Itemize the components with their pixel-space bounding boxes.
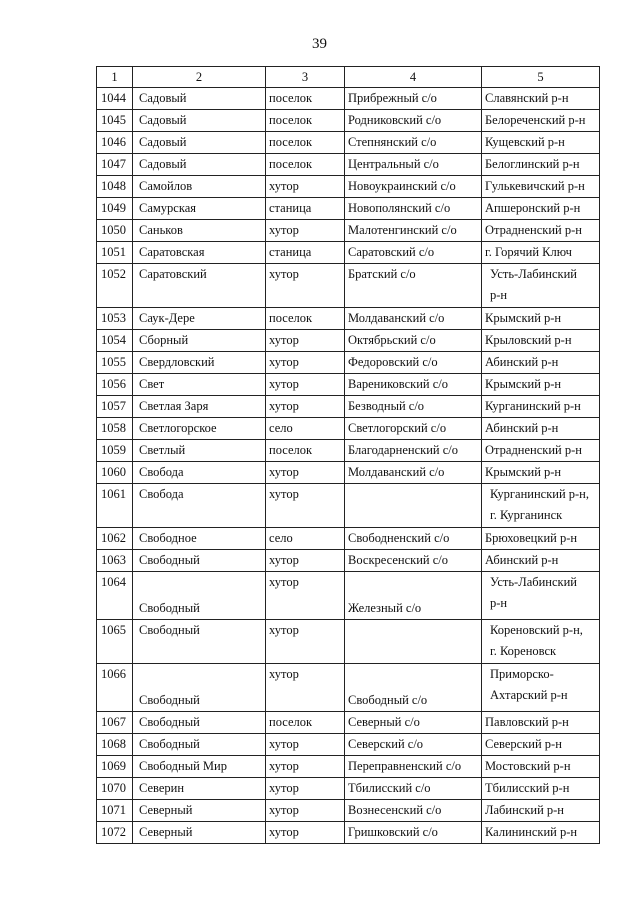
settlement-type: хутор (266, 620, 345, 664)
row-number: 1054 (97, 330, 133, 352)
district: Брюховецкий р-н (482, 528, 600, 550)
row-number: 1046 (97, 132, 133, 154)
row-number: 1048 (97, 176, 133, 198)
settlement-name: Свободный (133, 550, 266, 572)
district (482, 620, 600, 664)
settlement-name: Свет (133, 374, 266, 396)
rural-council: Малотенгинский с/о (345, 220, 482, 242)
table-row (97, 176, 600, 198)
settlement-type: хутор (266, 176, 345, 198)
row-number: 1059 (97, 440, 133, 462)
rural-council: Железный с/о (345, 572, 482, 620)
header-col-5: 5 (482, 67, 600, 88)
settlement-type: хутор (266, 800, 345, 822)
row-number: 1063 (97, 550, 133, 572)
settlement-type: село (266, 418, 345, 440)
rural-council: Новоукраинский с/о (345, 176, 482, 198)
settlement-type: хутор (266, 396, 345, 418)
table-row (97, 88, 600, 110)
district: Крымский р-н (482, 308, 600, 330)
rural-council: Центральный с/о (345, 154, 482, 176)
rural-council: Молдаванский с/о (345, 308, 482, 330)
settlement-name: Садовый (133, 132, 266, 154)
settlement-name: Саратовский (133, 264, 266, 308)
row-number: 1064 (97, 572, 133, 620)
district-line-2: г. Кореновск (490, 644, 557, 658)
district-line-2: р-н (490, 596, 508, 610)
settlement-name: Свобода (133, 484, 266, 528)
district: Мостовский р-н (482, 756, 600, 778)
rural-council: Саратовский с/о (345, 242, 482, 264)
district-line-1: Усть-Лабинский (490, 267, 577, 281)
district: Апшеронский р-н (482, 198, 600, 220)
rural-council: Новополянский с/о (345, 198, 482, 220)
row-number: 1055 (97, 352, 133, 374)
rural-council: Федоровский с/о (345, 352, 482, 374)
row-number: 1058 (97, 418, 133, 440)
table-row (97, 418, 600, 440)
row-number: 1050 (97, 220, 133, 242)
district: Белоглинский р-н (482, 154, 600, 176)
district (482, 484, 600, 528)
settlement-name: Свободный (133, 620, 266, 664)
settlement-type: хутор (266, 756, 345, 778)
table-row (97, 110, 600, 132)
district: Гулькевичский р-н (482, 176, 600, 198)
district (482, 572, 600, 620)
district: г. Горячий Ключ (482, 242, 600, 264)
rural-council: Вознесенский с/о (345, 800, 482, 822)
district (482, 664, 600, 712)
rural-council: Тбилисский с/о (345, 778, 482, 800)
settlement-type: хутор (266, 330, 345, 352)
rural-council (345, 620, 482, 664)
rural-council: Прибрежный с/о (345, 88, 482, 110)
rural-council: Свободненский с/о (345, 528, 482, 550)
district: Лабинский р-н (482, 800, 600, 822)
settlement-name: Сборный (133, 330, 266, 352)
settlement-name: Свобода (133, 462, 266, 484)
settlement-type: станица (266, 242, 345, 264)
row-number: 1060 (97, 462, 133, 484)
rural-council: Переправненский с/о (345, 756, 482, 778)
district-line-1: Курганинский р-н, (490, 487, 589, 501)
settlement-name: Свердловский (133, 352, 266, 374)
table-row (97, 440, 600, 462)
district: Кущевский р-н (482, 132, 600, 154)
district: Крымский р-н (482, 374, 600, 396)
row-number: 1067 (97, 712, 133, 734)
district: Курганинский р-н (482, 396, 600, 418)
settlement-name: Самурская (133, 198, 266, 220)
settlement-name: Свободный (133, 664, 266, 712)
table-row (97, 396, 600, 418)
settlement-name: Садовый (133, 154, 266, 176)
rural-council: Октябрьский с/о (345, 330, 482, 352)
settlements-table (96, 66, 600, 844)
district: Северский р-н (482, 734, 600, 756)
settlement-name: Светлый (133, 440, 266, 462)
settlement-type: хутор (266, 572, 345, 620)
district: Абинский р-н (482, 352, 600, 374)
row-number: 1049 (97, 198, 133, 220)
settlement-name: Садовый (133, 110, 266, 132)
settlement-name: Свободный (133, 734, 266, 756)
table-row (97, 154, 600, 176)
settlement-type: хутор (266, 484, 345, 528)
rural-council: Родниковский с/о (345, 110, 482, 132)
rural-council: Молдаванский с/о (345, 462, 482, 484)
table-row (97, 330, 600, 352)
rural-council: Безводный с/о (345, 396, 482, 418)
table-row (97, 778, 600, 800)
table-row (97, 308, 600, 330)
row-number: 1045 (97, 110, 133, 132)
settlement-type: хутор (266, 550, 345, 572)
table-row (97, 484, 600, 528)
district: Белореченский р-н (482, 110, 600, 132)
table-row (97, 264, 600, 308)
settlement-type: хутор (266, 374, 345, 396)
settlement-name: Северный (133, 822, 266, 844)
district-line-1: Приморско- (490, 667, 554, 681)
district: Павловский р-н (482, 712, 600, 734)
settlement-type: хутор (266, 664, 345, 712)
district-line-1: Усть-Лабинский (490, 575, 577, 589)
district (482, 264, 600, 308)
settlement-name: Саратовская (133, 242, 266, 264)
settlement-type: хутор (266, 462, 345, 484)
table-row (97, 198, 600, 220)
rural-council: Гришковский с/о (345, 822, 482, 844)
settlement-name: Северин (133, 778, 266, 800)
district: Крыловский р-н (482, 330, 600, 352)
district: Абинский р-н (482, 418, 600, 440)
rural-council: Благодарненский с/о (345, 440, 482, 462)
district: Славянский р-н (482, 88, 600, 110)
rural-council: Степнянский с/о (345, 132, 482, 154)
header-col-4: 4 (345, 67, 482, 88)
table-row (97, 734, 600, 756)
settlement-name: Светлая Заря (133, 396, 266, 418)
settlement-type: хутор (266, 822, 345, 844)
district: Крымский р-н (482, 462, 600, 484)
row-number: 1056 (97, 374, 133, 396)
settlement-type: поселок (266, 110, 345, 132)
table-row (97, 572, 600, 620)
settlement-type: хутор (266, 734, 345, 756)
table-row (97, 620, 600, 664)
row-number: 1066 (97, 664, 133, 712)
row-number: 1053 (97, 308, 133, 330)
row-number: 1068 (97, 734, 133, 756)
table-row (97, 800, 600, 822)
district: Отрадненский р-н (482, 440, 600, 462)
settlement-name: Свободное (133, 528, 266, 550)
row-number: 1072 (97, 822, 133, 844)
row-number: 1070 (97, 778, 133, 800)
settlement-name: Северный (133, 800, 266, 822)
district: Абинский р-н (482, 550, 600, 572)
row-number: 1061 (97, 484, 133, 528)
district-line-2: Ахтарский р-н (490, 688, 568, 702)
district-line-2: р-н (490, 288, 508, 302)
district: Отрадненский р-н (482, 220, 600, 242)
table-row (97, 712, 600, 734)
page-number: 39 (312, 36, 327, 52)
settlement-name: Свободный Мир (133, 756, 266, 778)
row-number: 1051 (97, 242, 133, 264)
row-number: 1065 (97, 620, 133, 664)
row-number: 1062 (97, 528, 133, 550)
table-row (97, 550, 600, 572)
rural-council: Воскресенский с/о (345, 550, 482, 572)
settlement-type: поселок (266, 88, 345, 110)
settlement-name: Светлогорское (133, 418, 266, 440)
settlement-type: поселок (266, 154, 345, 176)
settlement-name: Саньков (133, 220, 266, 242)
rural-council: Свободный с/о (345, 664, 482, 712)
row-number: 1047 (97, 154, 133, 176)
table-row (97, 352, 600, 374)
rural-council (345, 484, 482, 528)
table-row (97, 374, 600, 396)
settlement-name: Свободный (133, 572, 266, 620)
settlement-name: Садовый (133, 88, 266, 110)
settlement-name: Самойлов (133, 176, 266, 198)
settlement-type: поселок (266, 440, 345, 462)
settlement-type: поселок (266, 132, 345, 154)
row-number: 1069 (97, 756, 133, 778)
settlement-type: хутор (266, 778, 345, 800)
table-row (97, 664, 600, 712)
table-row (97, 528, 600, 550)
settlement-type: хутор (266, 264, 345, 308)
row-number: 1044 (97, 88, 133, 110)
settlement-type: село (266, 528, 345, 550)
table-header-row (97, 67, 600, 88)
header-col-1: 1 (97, 67, 133, 88)
header-col-3: 3 (266, 67, 345, 88)
row-number: 1052 (97, 264, 133, 308)
table-row (97, 242, 600, 264)
settlement-name: Свободный (133, 712, 266, 734)
rural-council: Варениковский с/о (345, 374, 482, 396)
table-row (97, 822, 600, 844)
table-row (97, 220, 600, 242)
table-row (97, 756, 600, 778)
table-row (97, 132, 600, 154)
district: Тбилисский р-н (482, 778, 600, 800)
settlement-type: хутор (266, 220, 345, 242)
row-number: 1057 (97, 396, 133, 418)
settlement-type: станица (266, 198, 345, 220)
settlement-type: поселок (266, 712, 345, 734)
table-row (97, 462, 600, 484)
rural-council: Братский с/о (345, 264, 482, 308)
district-line-1: Кореновский р-н, (490, 623, 583, 637)
row-number: 1071 (97, 800, 133, 822)
rural-council: Светлогорский с/о (345, 418, 482, 440)
rural-council: Северский с/о (345, 734, 482, 756)
settlement-type: поселок (266, 308, 345, 330)
district-line-2: г. Курганинск (490, 508, 563, 522)
header-col-2: 2 (133, 67, 266, 88)
rural-council: Северный с/о (345, 712, 482, 734)
settlement-name: Саук-Дере (133, 308, 266, 330)
district: Калининский р-н (482, 822, 600, 844)
settlement-type: хутор (266, 352, 345, 374)
